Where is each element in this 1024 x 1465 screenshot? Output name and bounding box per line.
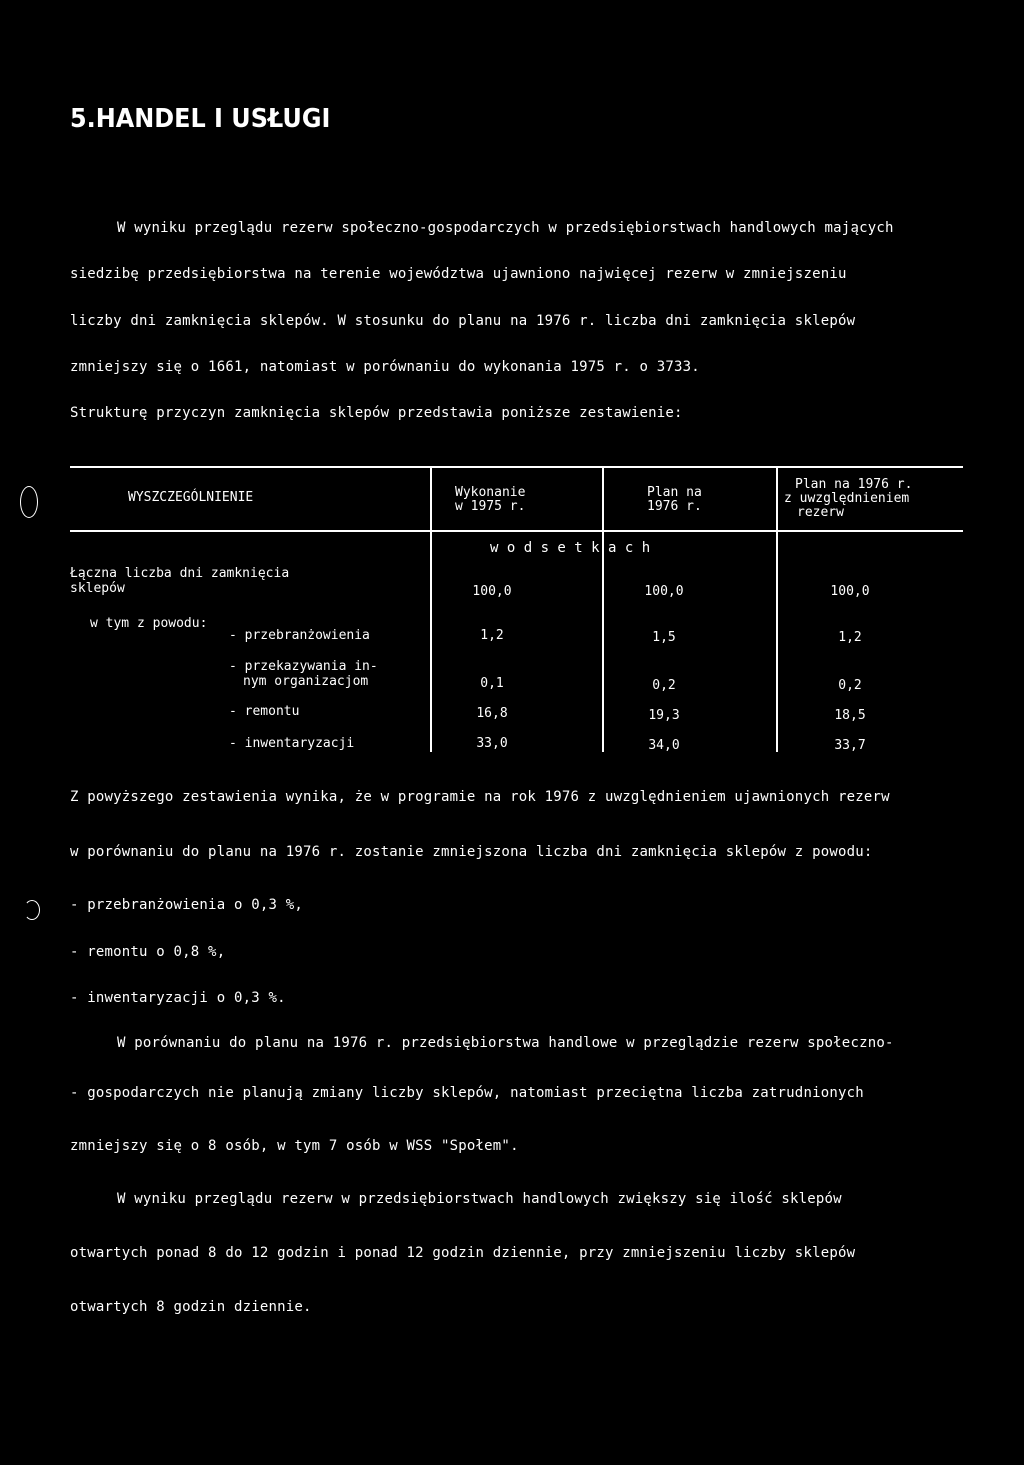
para3-line-1: W wyniku przeglądu rezerw w przedsiębiorstwach handlowych zwiększy się ilość sklepów xyxy=(117,1191,842,1207)
para2-line-3: zmniejszy się o 8 osób, w tym 7 osób w WSS "Społem". xyxy=(70,1138,519,1154)
total-value-plan-1976: 100,0 xyxy=(644,584,684,599)
section-heading: 5.HANDEL I USŁUGI xyxy=(70,104,331,134)
header-wyszczegolnienie: WYSZCZEGÓLNIENIE xyxy=(128,490,254,505)
after-line-1: Z powyższego zestawienia wynika, że w programie na rok 1976 z uwzględnieniem ujawnionych rezerw xyxy=(70,789,890,805)
bullet-remontu: - remontu o 0,8 %, xyxy=(70,944,226,960)
header-plan-line-2: 1976 r. xyxy=(647,499,702,514)
header-wykonanie-line-1: Wykonanie xyxy=(455,485,526,500)
row-value-plan-rezerw: 1,2 xyxy=(838,630,862,645)
intro-line-1: W wyniku przeglądu rezerw społeczno-gospodarczych w przedsiębiorstwach handlowych mających xyxy=(117,220,894,236)
header-plan-rezerw-line-2: z uwzględnieniem xyxy=(784,491,910,506)
total-value-1975: 100,0 xyxy=(472,584,512,599)
after-line-2: w porównaniu do planu na 1976 r. zostanie zmniejszona liczba dni zamknięcia sklepów z powodu: xyxy=(70,844,873,860)
header-wykonanie-line-2: w 1975 r. xyxy=(455,499,526,514)
header-plan-line-1: Plan na xyxy=(647,485,702,500)
row-value-1975: 33,0 xyxy=(476,736,508,751)
row-value-1975: 1,2 xyxy=(480,628,504,643)
table-top-rule xyxy=(70,466,963,468)
row-label: - przebranżowienia xyxy=(229,628,370,643)
table-header-rule xyxy=(70,530,963,532)
table-divider-3 xyxy=(776,467,778,752)
para2-line-2: - gospodarczych nie planują zmiany liczby sklepów, natomiast przeciętna liczba zatrudnionych xyxy=(70,1085,864,1101)
row-label: - remontu xyxy=(229,704,300,719)
para2-line-1: W porównaniu do planu na 1976 r. przedsiębiorstwa handlowe w przeglądzie rezerw społeczno- xyxy=(117,1035,894,1051)
header-plan-rezerw-line-3: rezerw xyxy=(797,505,844,520)
row-value-plan-rezerw: 0,2 xyxy=(838,678,862,693)
row-label: - przekazywania in- xyxy=(229,659,378,674)
row-value-plan-rezerw: 18,5 xyxy=(834,708,866,723)
margin-mark-2 xyxy=(24,900,40,920)
row-value-plan-1976: 19,3 xyxy=(648,708,680,723)
intro-line-2: siedzibę przedsiębiorstwa na terenie województwa ujawniono najwięcej rezerw w zmniejszeniu xyxy=(70,266,847,282)
header-plan-rezerw-line-1: Plan na 1976 r. xyxy=(795,477,913,492)
para3-line-2: otwartych ponad 8 do 12 godzin i ponad 12 godzin dziennie, przy zmniejszeniu liczby sklepów xyxy=(70,1245,856,1261)
intro-line-5: Strukturę przyczyn zamknięcia sklepów przedstawia poniższe zestawienie: xyxy=(70,405,683,421)
row-value-plan-1976: 0,2 xyxy=(652,678,676,693)
unit-label: w o d s e t k a c h xyxy=(490,540,651,556)
para3-line-3: otwartych 8 godzin dziennie. xyxy=(70,1299,312,1315)
row-label: - inwentaryzacji xyxy=(229,736,355,751)
intro-line-3: liczby dni zamknięcia sklepów. W stosunku do planu na 1976 r. liczba dni zamknięcia sklepów xyxy=(70,313,856,329)
total-label-line-1: Łączna liczba dni zamknięcia xyxy=(70,566,290,581)
total-value-plan-rezerw: 100,0 xyxy=(830,584,870,599)
bullet-przebranzowienia: - przebranżowienia o 0,3 %, xyxy=(70,897,303,913)
total-label-line-2: sklepów xyxy=(70,581,125,596)
sub-label: w tym z powodu: xyxy=(90,616,208,631)
row-value-1975: 0,1 xyxy=(480,676,504,691)
bullet-inwentaryzacji: - inwentaryzacji o 0,3 %. xyxy=(70,990,286,1006)
row-value-plan-1976: 1,5 xyxy=(652,630,676,645)
row-value-plan-1976: 34,0 xyxy=(648,738,680,753)
row-value-plan-rezerw: 33,7 xyxy=(834,738,866,753)
row-label-continued: nym organizacjom xyxy=(243,674,369,689)
intro-line-4: zmniejszy się o 1661, natomiast w porównaniu do wykonania 1975 r. o 3733. xyxy=(70,359,700,375)
margin-mark-1 xyxy=(20,486,38,518)
row-value-1975: 16,8 xyxy=(476,706,508,721)
